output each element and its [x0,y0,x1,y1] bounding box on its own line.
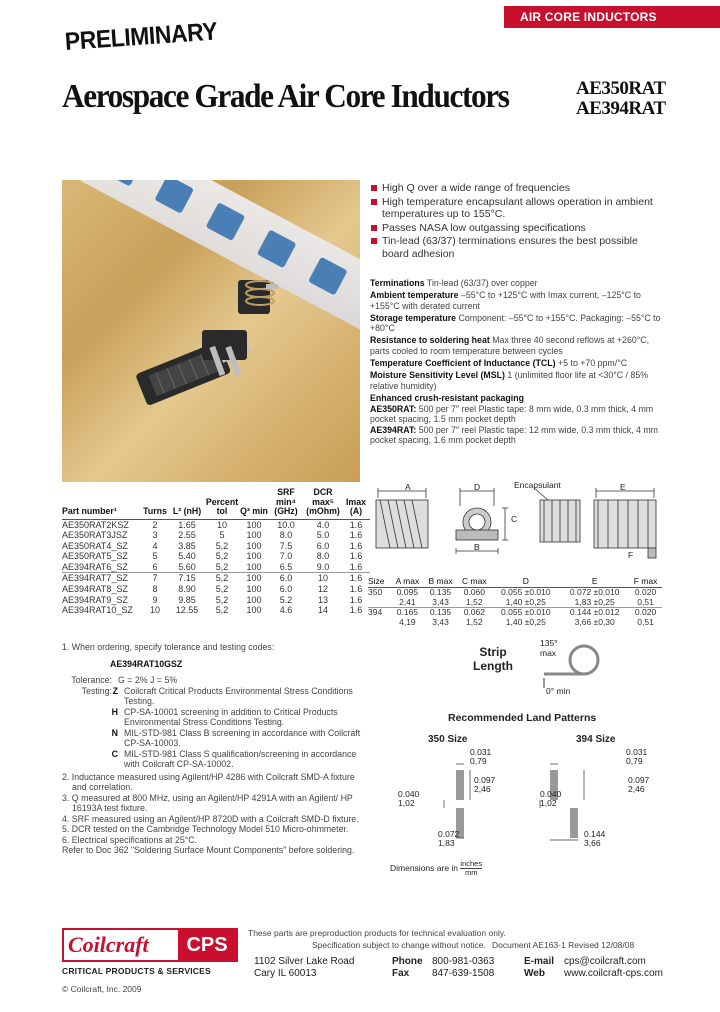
web-link[interactable]: www.coilcraft-cps.com [564,968,663,979]
spec-row: AE394RAT: 500 per 7″ reel Plastic tape: 12 mm wide, 0.3 mm thick, 4 mm pocket spacing, 1.6 mm pocket depth [370,424,658,446]
table-cell: 0.144 ±0.012 [560,608,629,618]
table-cell: 1,52 [466,616,483,627]
page-title: Aerospace Grade Air Core Inductors [62,78,509,115]
part-number-1: AE350RAT [576,78,666,99]
land-dim-394-b: 0.097 2,46 [628,775,650,794]
phone-fax: Phone 800-981-0363 Fax 847-639-1508 [392,956,495,979]
tolerance-row: Tolerance: G = 2% J = 5% [71,675,178,685]
table-cell: 6.5 [279,561,293,572]
col-header: Imax (A) [342,488,370,519]
table-row [368,588,662,598]
table-cell: 9.85 [178,594,196,605]
land-dim-394-c: 0.040 1,02 [540,789,562,808]
category-banner: AIR CORE INDUCTORS [504,6,720,28]
table-row [62,595,370,606]
table-cell: 100 [246,519,262,530]
table-cell: 1.6 [349,551,363,562]
feature-item: Passes NASA low outgassing specifications [370,222,660,235]
table-cell: 1.6 [349,540,363,551]
land-dim-350-a: 0.031 0,79 [470,747,492,766]
table-cell: 5.0 [316,530,330,541]
table-cell: 7 [140,573,170,584]
land-size-394: 394 Size [576,734,616,745]
table-cell: 6.0 [268,573,304,584]
table-row [62,605,370,616]
land-dim-350-d: 0.072 1,83 [438,829,460,848]
table-cell: 5,2 [215,561,229,572]
spec-row: Temperature Coefficient of Inductance (TCL) +5 to +70 ppm/°C [370,358,628,369]
strip-length-label: Strip Length [473,645,513,673]
col-header: E [560,576,629,588]
table-cell: 0.055 ±0.010 [491,608,560,618]
table-cell: 3 [152,530,158,541]
table-row [368,598,662,608]
table-cell: 0.055 ±0.010 [501,587,551,597]
contact-links: E-mail cps@coilcraft.com Web www.coilcraft-cps.com [524,956,663,979]
coilcraft-wordmark: Coilcraft [68,932,149,957]
table-cell: AE350RAT5_SZ [62,551,128,562]
table-cell [368,598,391,608]
spec-row: Terminations Tin-lead (63/37) over copper [370,278,538,288]
preliminary-stamp: PRELIMINARY [63,17,219,57]
table-cell: 5,2 [215,584,229,595]
angle-min-label: 0° min [546,686,571,696]
dim-label-c: C [511,514,518,524]
table-cell: 4.0 [316,519,330,530]
testing-option: Z Coilcraft Critical Products Environmental Stress Conditions Testing. [112,685,353,706]
table-cell: 1.6 [349,605,363,616]
spec-row: Storage temperature Component: –55°C to +155°C. Packaging: –55°C to +80°C [370,312,661,334]
table-cell: 8.0 [279,530,293,541]
table-row [62,530,370,541]
table-row [62,584,370,595]
table-cell: 5.2 [279,594,293,605]
table-cell: 100 [246,584,262,595]
table-cell: 2 [152,519,158,530]
table-cell: 100 [246,530,262,541]
table-cell: 4,19 [399,616,416,627]
feature-item: Tin-lead (63/37) terminations ensures the best possible board adhesion [370,235,660,260]
table-cell: AE350RAT4_SZ [62,540,128,551]
table-cell: 0,51 [637,596,654,607]
col-header: Size [368,576,391,588]
col-header: SRF min⁴ (GHz) [268,488,304,519]
table-cell: 5.40 [178,551,196,562]
dim-label-e: E [620,482,626,492]
document-revision: Document AE163-1 Revised 12/08/08 [492,940,635,950]
table-cell: 5,2 [204,573,240,584]
testing-option: C MIL-STD-981 Class S qualification/screening in accordance with Coilcraft CP-SA-10002. [111,748,357,769]
table-cell: 0.020 [629,608,662,618]
col-header: Part number¹ [62,488,140,519]
table-cell: 1.6 [349,530,363,541]
tagline: CRITICAL PRODUCTS & SERVICES [62,966,211,976]
col-header: C max [457,576,491,588]
land-dim-350-b: 0.097 2,46 [474,775,496,794]
disclaimer-1: These parts are preproduction products for technical evaluation only. [248,928,506,938]
table-row [368,608,662,618]
table-cell: 6.0 [316,540,330,551]
table-cell: 0.060 [463,587,485,597]
table-cell: 5.60 [178,561,196,572]
table-cell: 14 [317,605,328,616]
table-cell: 1.6 [342,573,370,584]
table-cell: 7.15 [170,573,204,584]
table-cell: 1,83 ±0,25 [574,596,615,607]
note-item: 5. DCR tested on the Cambridge Technology Model 510 Micro-ohmmeter. [62,824,349,834]
testing-label: Testing: [81,685,112,696]
col-header: F max [629,576,662,588]
table-cell: 0.020 [634,587,657,597]
table-row [368,618,662,628]
note-item: 3. Q measured at 800 MHz, using an Agilent/HP 4291A with an Agilent/ HP 16193A test fixture. [62,792,353,813]
table-cell: 1.6 [349,561,363,572]
table-cell: 10 [216,519,227,530]
table-cell: AE394RAT8_SZ [62,584,128,595]
table-cell: 5,2 [215,605,229,616]
dim-label-d: D [474,482,481,492]
table-cell: 1.6 [349,584,363,595]
table-cell: 9.0 [316,561,330,572]
table-cell: 2,41 [399,596,416,607]
table-cell: 0.072 ±0.010 [569,587,620,597]
col-header: D [491,576,560,588]
col-header: L² (nH) [170,488,204,519]
land-dim-350-c: 0.040 1,02 [398,789,420,808]
table-cell: 1.6 [349,594,363,605]
table-cell: 100 [246,540,262,551]
table-row [62,519,370,530]
table-row [62,562,370,573]
note-item: 2. Inductance measured using Agilent/HP 4286 with Coilcraft SMD-A fixture and correlation. [62,771,355,792]
col-header: DCR max⁵ (mOhm) [304,488,342,519]
table-cell: 100 [240,573,268,584]
table-cell: 10 [149,605,160,616]
spec-list [370,278,662,447]
table-cell: 0.135 [429,587,452,597]
table-cell: 1,52 [466,596,483,607]
col-header: Turns [140,488,170,519]
table-cell: 3,43 [432,616,449,627]
spec-row: Ambient temperature –55°C to +125°C with Imax current, –125°C to +155°C with derated current [370,290,641,311]
table-cell: 7.5 [279,540,293,551]
dim-label-b: B [474,542,480,552]
part-number-2: AE394RAT [576,98,666,119]
table-cell: 8 [152,584,158,595]
note-item: Refer to Doc 362 "Soldering Surface Mount Components" before soldering. [62,845,355,855]
testing-option: N MIL-STD-981 Class B screening in accordance with Coilcraft CP-SA-10003. [111,727,361,748]
cps-badge: CPS [178,930,236,960]
parts-table [62,488,370,616]
notes-section [62,642,362,856]
table-cell: 0.095 [396,587,419,597]
table-cell: 9 [152,594,158,605]
dimensions-unit-note: Dimensions are in inches mm [390,859,483,877]
dimensions-table [368,576,662,627]
table-cell: 8.90 [178,584,196,595]
table-cell: 5,2 [215,540,229,551]
table-cell: 394 [368,608,391,618]
table-cell: 2.55 [178,530,196,541]
table-cell: AE394RAT6_SZ [62,561,128,572]
table-cell: 4.6 [279,605,293,616]
table-cell: 1,40 ±0,25 [505,616,546,627]
dim-label-f: F [628,550,634,560]
spec-row: Resistance to soldering heat Max three 40 second reflows at +260°C, parts cooled to room temperature between cycles [370,335,650,357]
table-cell: 1.65 [178,519,196,530]
table-cell: 5 [152,551,158,562]
table-cell: AE394RAT9_SZ [62,594,128,605]
table-cell: 5 [219,530,225,541]
product-photo [62,180,360,482]
table-cell: 8.0 [316,551,330,562]
note-item: 4. SRF measured using an Agilent/HP 8720D with a Coilcraft SMD-D fixture. [62,813,359,824]
coilcraft-cps-logo [62,928,238,962]
table-cell: 13 [317,594,328,605]
feature-item: High temperature encapsulant allows operation in ambient temperatures up to 155°C. [370,196,660,221]
angle-max-label: 135° max [540,638,558,658]
table-cell: AE350RAT3JSZ [62,530,128,541]
table-cell: 5,2 [215,551,229,562]
table-cell: 7.0 [279,551,293,562]
table-cell: 0.135 [424,608,457,618]
table-cell: AE394RAT7_SZ [62,573,140,584]
col-header: Percent tol [204,488,240,519]
table-cell: 100 [246,561,262,572]
table-cell: 1.6 [349,519,363,530]
disclaimer-2: Specification subject to change without notice. [312,940,486,950]
table-row [62,551,370,562]
col-header: B max [424,576,457,588]
dim-label-a: A [405,482,411,492]
testing-option: H CP-SA-10001 screening in addition to Critical Products Environmental Stress Conditions Testing. [111,706,338,727]
inductor-photo-illustration [62,180,360,482]
strip-length-drawing [520,634,630,694]
encapsulant-label: Encapsulant [514,480,561,490]
table-cell: 100 [246,605,262,616]
table-cell: 5,2 [215,594,229,605]
email-link[interactable]: cps@coilcraft.com [564,956,646,967]
table-cell: 3.85 [178,540,196,551]
address: 1102 Silver Lake Road Cary IL 60013 [254,956,355,979]
table-cell: 12.55 [175,605,199,616]
table-cell: 0,51 [637,616,654,627]
feature-list [370,182,660,261]
table-row [62,573,370,584]
copyright: © Coilcraft, Inc. 2009 [62,984,142,994]
table-row [62,541,370,552]
spec-row: Moisture Sensitivity Level (MSL) 1 (unlimited floor life at <30°C / 85% relative humidity) [370,370,649,391]
table-cell: 3,43 [432,596,449,607]
table-cell: 10 [304,573,342,584]
land-pattern-title: Recommended Land Patterns [448,712,597,724]
col-header: Q³ min [240,488,268,519]
table-cell [368,618,391,628]
table-cell: 4 [152,540,158,551]
table-cell: 6.0 [279,584,293,595]
feature-item: High Q over a wide range of frequencies [370,182,660,195]
table-cell: 350 [368,587,383,597]
table-cell: 0.062 [457,608,491,618]
table-cell: 1,40 ±0,25 [505,596,546,607]
table-cell: 0.165 [391,608,424,618]
table-cell: AE394RAT10_SZ [62,605,133,616]
table-cell: 10.0 [277,519,295,530]
table-cell: AE350RAT2KSZ [62,519,129,530]
table-cell: 100 [246,551,262,562]
land-size-350: 350 Size [428,734,468,745]
note-item: 6. Electrical specifications at 25°C. [62,834,198,845]
table-cell: 100 [246,594,262,605]
dimension-drawing [368,478,668,574]
ordering-example: AE394RAT10GSZ [110,658,183,669]
spec-row: AE350RAT: 500 per 7″ reel Plastic tape: 8 mm wide, 0.3 mm thick, 4 mm pocket spacing, 1.5 mm pocket depth [370,403,654,425]
spec-row: Enhanced crush-resistant packaging [370,392,524,403]
table-cell: 12 [317,584,328,595]
table-cell: 6 [152,561,158,572]
land-dim-394-a: 0.031 0,79 [626,747,648,766]
note-1: 1. When ordering, specify tolerance and testing codes: [62,642,275,652]
col-header: A max [391,576,424,588]
table-cell: 3,66 ±0,30 [574,616,615,627]
land-dim-394-d: 0.144 3,66 [584,829,606,848]
